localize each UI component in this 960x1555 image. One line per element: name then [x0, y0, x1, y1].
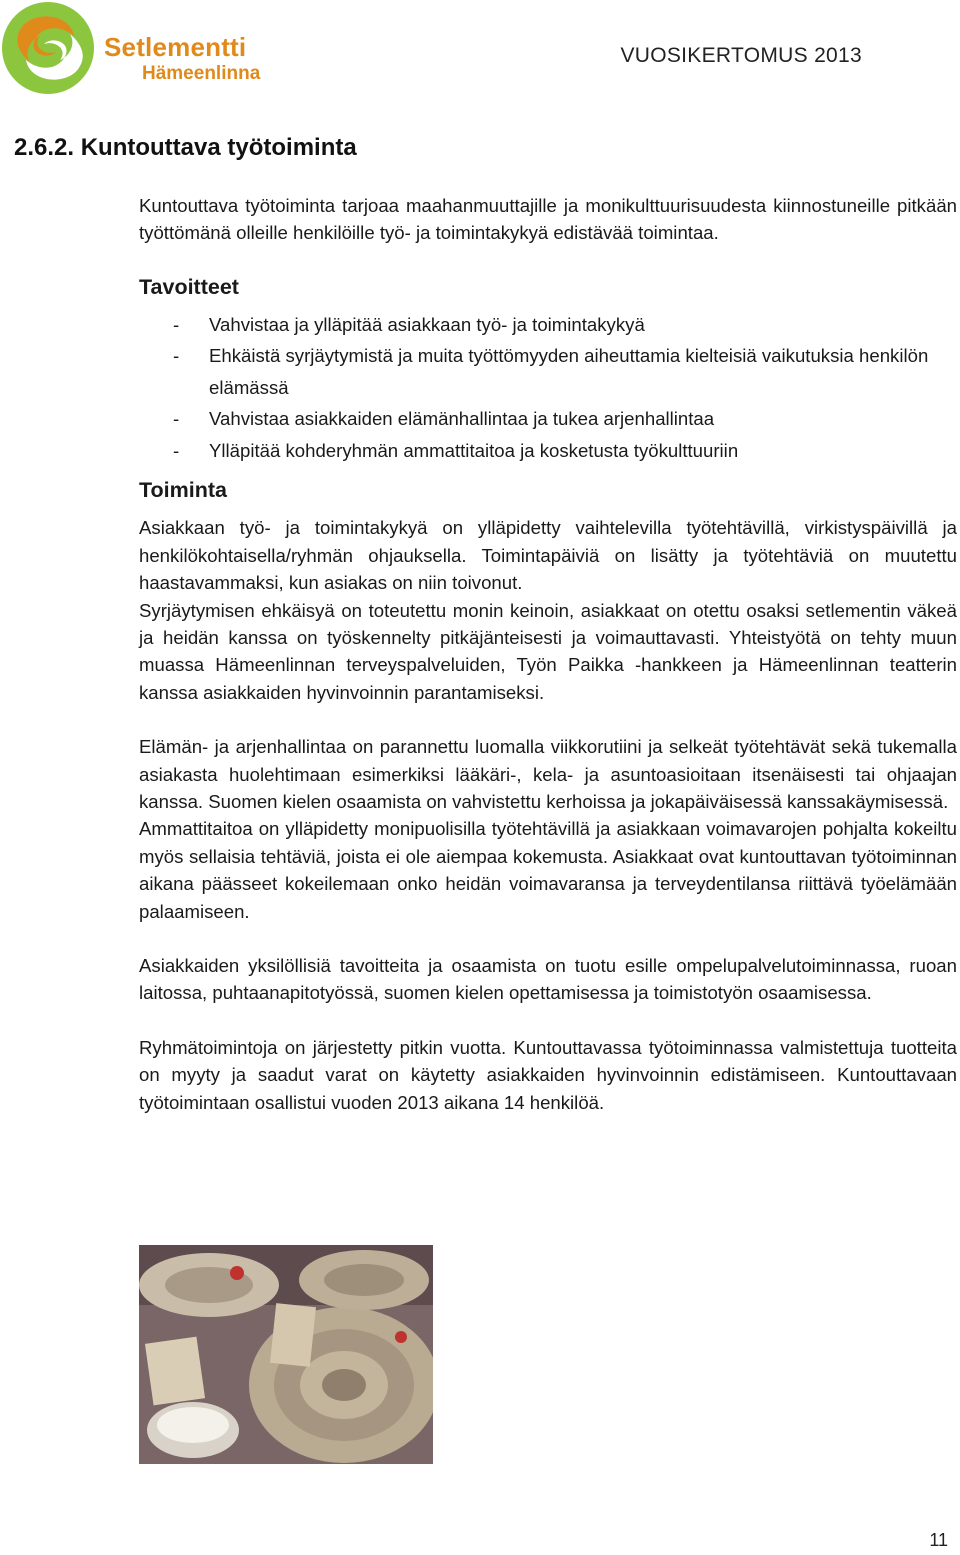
body-paragraph: Asiakkaiden yksilöllisiä tavoitteita ja osaamista on tuotu esille ompelupalvelutoiminnassa, ruoan laitossa, puhtaanapitotyössä, suomen kielen opettamisessa ja toimistotyön osaamisessa. [139, 955, 957, 1004]
logo-name: Setlementti [104, 32, 247, 62]
activities-heading: Toiminta [139, 478, 227, 503]
hands-emblem-icon [0, 0, 100, 98]
list-item [139, 435, 957, 467]
body-paragraph: Ryhmätoimintoja on järjestetty pitkin vuotta. Kuntouttavassa työtoiminnassa valmistettuja tuotteita on myyty ja saadut varat on käytetty asiakkaiden hyvinvoinnin edistämiseen. Kuntouttavaan työtoimintaan osallistui vuoden 2013 aikana 14 henkilöä. [139, 1036, 957, 1113]
list-dash: - [173, 439, 180, 461]
page-number: 11 [929, 1530, 948, 1550]
body-paragraph: Syrjäytymisen ehkäisyä on toteutettu monin keinoin, asiakkaat on otettu osaksi setlementin väkeä ja heidän kanssa on työskennelty pitkäjänteisesti ja voimauttavasti. Yhteistyötä on tehty muun muassa Hämeenlinnan terveyspalveluiden, Työn Paikka -hankkeen ja Hämeenlinnan teatterin kanssa asiakkaiden hyvinvoinnin parantamiseksi. [139, 599, 957, 703]
body-paragraph: Ammattitaitoa on ylläpidetty monipuolisilla työtehtävillä ja asiakkaan voimavarojen pohjalta kokeiltu myös sellaisia tehtäviä, joista ei ole aiempaa kokemusta. Asiakkaat ovat kuntouttavan työtoiminnan aikana päässeet kokeilemaan onko heidän voimavaransa ja terveydentilansa riittävä työelämään palaamiseen. [139, 818, 957, 922]
organization-logo [0, 0, 270, 98]
list-dash: - [173, 345, 180, 367]
goals-list [139, 309, 957, 467]
goals-heading: Tavoitteet [139, 274, 239, 299]
activities-paragraphs [139, 514, 957, 1116]
report-year: VUOSIKERTOMUS 2013 [620, 44, 862, 67]
goal-text: Vahvistaa ja ylläpitää asiakkaan työ- ja toimintakykyä [209, 313, 645, 335]
list-item [139, 340, 957, 403]
logo-city: Hämeenlinna [142, 63, 261, 84]
list-item [139, 403, 957, 435]
goal-text: Vahvistaa asiakkaiden elämänhallintaa ja tukea arjenhallintaa [209, 408, 715, 430]
product-photo [139, 1245, 433, 1464]
goal-text: Ylläpitää kohderyhmän ammattitaitoa ja kosketusta työkulttuuriin [209, 439, 739, 461]
list-dash: - [173, 408, 180, 430]
intro-paragraph: Kuntouttava työtoiminta tarjoaa maahanmuuttajille ja monikulttuurisuudesta kiinnostuneille pitkään työttömänä olleille henkilöille työ- ja toimintakykyä edistävää toimintaa. [139, 195, 957, 244]
rope-coils-image [139, 1245, 433, 1464]
goal-text: Ehkäistä syrjäytymistä ja muita työttömyyden aiheuttamia kielteisiä vaikutuksia henkilön elämässä [209, 345, 929, 398]
body-paragraph: Asiakkaan työ- ja toimintakykyä on ylläpidetty vaihtelevilla työtehtävillä, virkistyspäivillä ja henkilökohtaisella/ryhmän ohjauksella. Toimintapäiviä on lisätty ja työtehtäviä on muutettu haastavammaksi, kun asiakas on niin toivonut. [139, 517, 957, 594]
document-body [139, 192, 957, 1116]
body-paragraph: Elämän- ja arjenhallintaa on parannettu luomalla viikkorutiini ja selkeät työtehtävät sekä tukemalla asiakasta huolehtimaan esimerkiksi lääkäri-, kela- ja asuntoasioitaan itsenäisesti tai ohjaajan kanssa. Suomen kielen osaamista on vahvistettu kerhoissa ja jokapäiväisessä kanssakäymisessä. [139, 736, 957, 812]
list-dash: - [173, 313, 180, 335]
list-item [139, 309, 957, 341]
section-title: 2.6.2. Kuntouttava työtoiminta [14, 134, 357, 161]
